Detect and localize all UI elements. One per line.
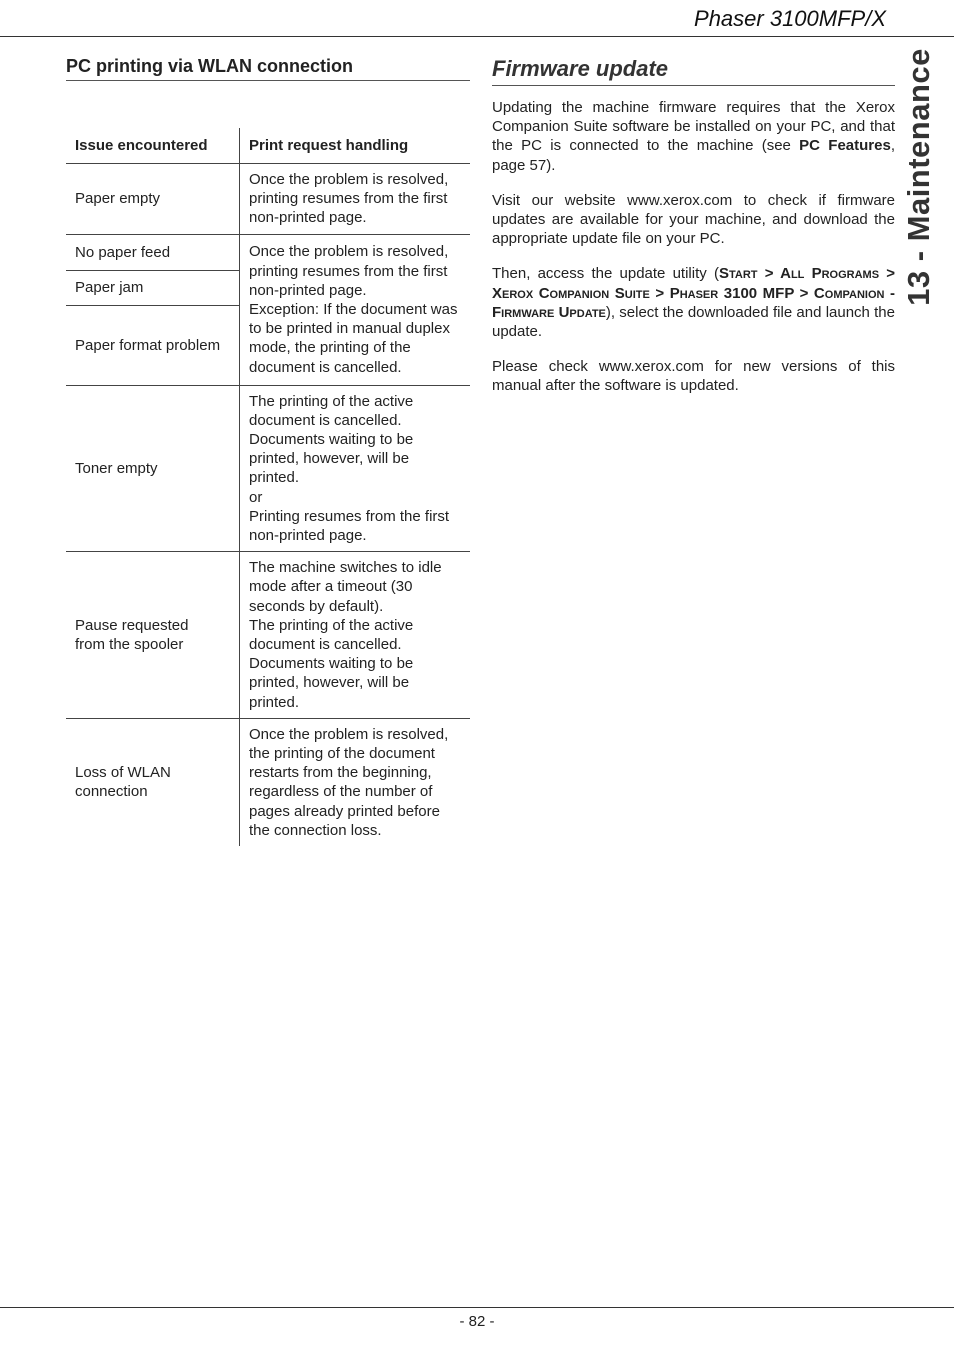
table-row [66, 718, 470, 846]
section-heading-wlan: PC printing via WLAN connection [66, 56, 470, 81]
firmware-paragraph-4: Please check www.xerox.com for new versions of this manual after the software is updated. [492, 358, 895, 395]
column-header-issue: Issue encountered [66, 128, 240, 164]
chapter-tab-label: 13 - Maintenance [901, 48, 936, 306]
handling-cell: Once the problem is resolved, printing resumes from the first non-printed page. Exception: If the document was to be printed in manual duplex mode, the printing of the document is cancelled. [240, 234, 471, 385]
table-row [66, 385, 470, 552]
issue-cell: Toner empty [66, 385, 240, 552]
wlan-printing-section [66, 56, 470, 81]
document-header-title: Phaser 3100MFP/X [694, 6, 886, 31]
issue-cell: No paper feed [66, 234, 240, 270]
firmware-paragraph-3 [492, 264, 895, 341]
handling-cell: Once the problem is resolved, the printing of the document restarts from the beginning, regardless of the number of pages already printed before the connection loss. [249, 725, 449, 839]
handling-cell: Once the problem is resolved, printing resumes from the first non-printed page. [240, 164, 471, 235]
issue-cell: Paper empty [66, 164, 240, 235]
wlan-issues-table [66, 128, 470, 846]
issue-cell: Paper format problem [66, 305, 240, 385]
firmware-paragraph-1 [492, 98, 895, 175]
header-divider [0, 36, 954, 37]
p1-text: Updating the machine firmware requires that the Xerox Companion Suite software be installed on your PC, and that the PC is connected to the machine (see [492, 99, 895, 155]
section-heading-firmware: Firmware update [492, 56, 895, 86]
column-header-handling: Print request handling [240, 128, 471, 164]
table-row [66, 164, 470, 235]
table-header-row [66, 128, 470, 164]
p3-start: Then, access the update utility ( [492, 265, 719, 283]
table-row [66, 234, 470, 270]
page-number: - 82 - [459, 1313, 495, 1330]
issue-cell: Pause requested from the spooler [66, 552, 240, 719]
p3-end: ), select the downloaded file and launch the update. [492, 303, 895, 341]
p1-end: , page 57). [492, 137, 895, 174]
footer-divider [0, 1307, 954, 1308]
pc-features-reference: PC Features [799, 137, 891, 155]
handling-cell: The printing of the active document is cancelled. Documents waiting to be printed, however, will be printed. or Printing resumes from the first non-printed page. [240, 385, 471, 552]
menu-path: Start > All Programs > Xerox Companion Suite > Phaser 3100 MFP > Companion - Firmware Update [492, 265, 896, 321]
firmware-update-section [492, 56, 895, 396]
table-row [66, 552, 470, 719]
chapter-tab [892, 48, 946, 306]
issue-cell: Paper jam [66, 270, 240, 305]
firmware-paragraph-2: Visit our website www.xerox.com to check if firmware updates are available for your machine, and download the appropriate update file on your PC. [492, 191, 895, 248]
handling-cell: The machine switches to idle mode after a timeout (30 seconds by default). The printing of the active document is cancelled. Documents waiting to be printed, however, will be printed. [240, 552, 471, 719]
issue-cell: Loss of WLAN connection [66, 718, 240, 846]
